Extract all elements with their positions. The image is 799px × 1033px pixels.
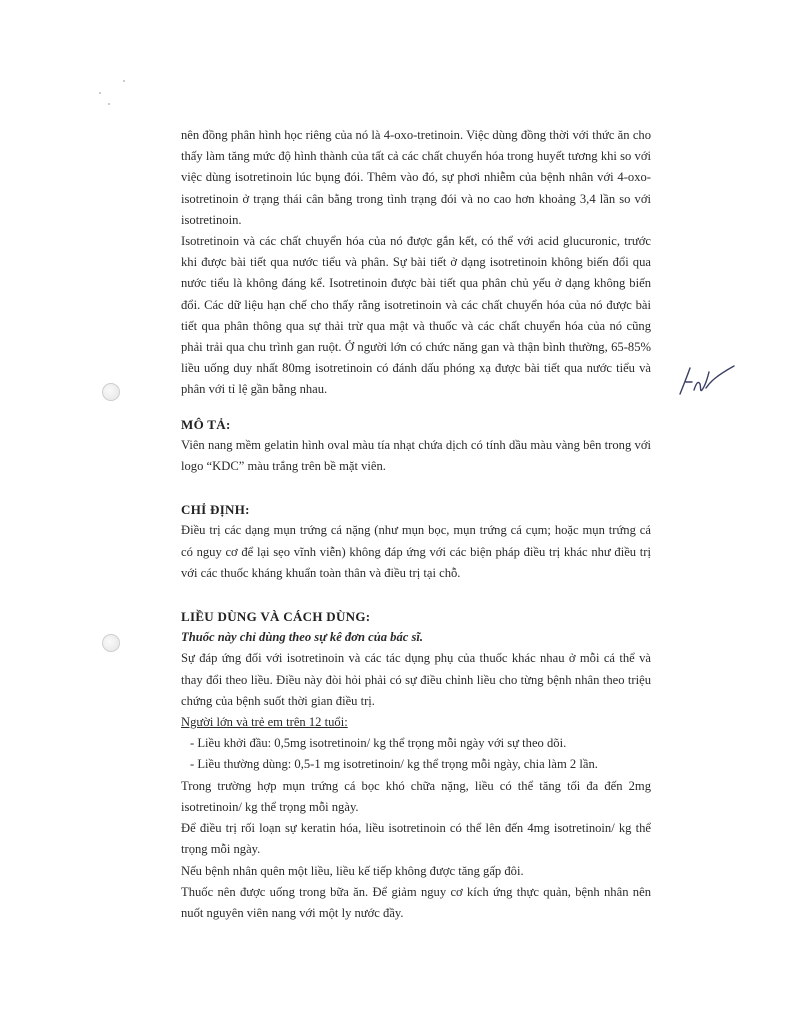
patient-group-label: Người lớn và trẻ em trên 12 tuổi: — [181, 715, 348, 730]
scan-speck — [123, 80, 125, 82]
dose-bullet-initial: - Liều khởi đầu: 0,5mg isotretinoin/ kg thể trọng mỗi ngày với sự theo dõi. — [190, 736, 567, 751]
paragraph-severe-acne: Trong trường hợp mụn trứng cá bọc khó chữa nặng, liều có thể tăng tối đa đến 2mg isotretinoin/ kg thể trọng mỗi ngày. — [181, 778, 651, 814]
paragraph-dosage-intro: Sự đáp ứng đối với isotretinoin và các tác dụng phụ của thuốc khác nhau ở mỗi cá thể và thay đổi theo liều. Điều này đòi hỏi phải có sự điều chỉnh liều cho từng bệnh nhân theo triệu chứng của bệnh suốt thời gian điều trị. — [181, 651, 651, 708]
punch-hole — [102, 634, 120, 652]
punch-hole — [102, 383, 120, 401]
scan-speck — [99, 92, 101, 94]
section-heading-mo-ta: MÔ TẢ: — [181, 416, 231, 432]
prescription-note: Thuốc này chỉ dùng theo sự kê đơn của bác sĩ. — [181, 630, 424, 645]
dose-bullet-usual: - Liều thường dùng: 0,5-1 mg isotretinoin/ kg thể trọng mỗi ngày, chia làm 2 lần. — [190, 757, 598, 772]
paragraph-elimination: Isotretinoin và các chất chuyển hóa của nó được gắn kết, có thể với acid glucuronic, trước khi được bài tiết qua nước tiểu và phân. Sự bài tiết ở dạng isotretinoin không biến đổi qua nước tiểu là không đáng kể. Isotretinoin được bài tiết qua phân chủ yếu ở dạng không biến đổi. Các dữ liệu hạn chế cho thấy rằng isotretinoin và các chất chuyển hóa của nó được bài tiết qua phân thông qua sự thải trừ qua mật và thuốc và các chất chuyển hóa của nó cũng phải trải qua chu trình gan ruột. Ở người lớn có chức năng gan và thận bình thường, 65-85% liều uống duy nhất 80mg isotretinoin có đánh dấu phóng xạ được bài tiết qua nước tiểu và phân với tỉ lệ gần bằng nhau. — [181, 234, 651, 397]
paragraph-4-oxo-tretinoin: nên đồng phân hình học riêng của nó là 4-oxo-tretinoin. Việc dùng đồng thời với thức ăn cho thấy làm tăng mức độ hình thành của tất cả các chất chuyển hóa trong huyết tương khi so với việc dùng isotretinoin lúc bụng đói. Thêm vào đó, sự phơi nhiễm của bệnh nhân với 4-oxo-isotretinoin ở trạng thái cân bằng trong tình trạng đói và no cao hơn khoảng 3,4 lần so với isotretinoin. — [181, 128, 651, 227]
scan-speck — [108, 103, 110, 105]
section-heading-lieu-dung: LIỀU DÙNG VÀ CÁCH DÙNG: — [181, 609, 371, 625]
paragraph-missed-dose: Nếu bệnh nhân quên một liều, liều kế tiếp không được tăng gấp đôi. — [181, 863, 524, 878]
section-heading-chi-dinh: CHỈ ĐỊNH: — [181, 502, 250, 518]
paragraph-keratinization: Để điều trị rối loạn sự keratin hóa, liều isotretinoin có thể lên đến 4mg isotretinoin/ kg thể trọng mỗi ngày. — [181, 821, 651, 857]
paragraph-with-meals: Thuốc nên được uống trong bữa ăn. Để giảm nguy cơ kích ứng thực quản, bệnh nhân nên nuốt nguyên viên nang với một ly nước đầy. — [181, 884, 651, 920]
document-body — [181, 125, 651, 924]
paragraph-indication: Điều trị các dạng mụn trứng cá nặng (như mụn bọc, mụn trứng cá cụm; hoặc mụn trứng cá có nguy cơ để lại sẹo vĩnh viễn) không đáp ứng với các biện pháp điều trị khác như điều trị với các thuốc kháng khuẩn toàn thân và điều trị tại chỗ. — [181, 523, 651, 580]
paragraph-description: Viên nang mềm gelatin hình oval màu tía nhạt chứa dịch có tính dầu màu vàng bên trong với logo “KDC” màu trắng trên bề mặt viên. — [181, 437, 651, 474]
handwritten-initials — [676, 362, 736, 398]
